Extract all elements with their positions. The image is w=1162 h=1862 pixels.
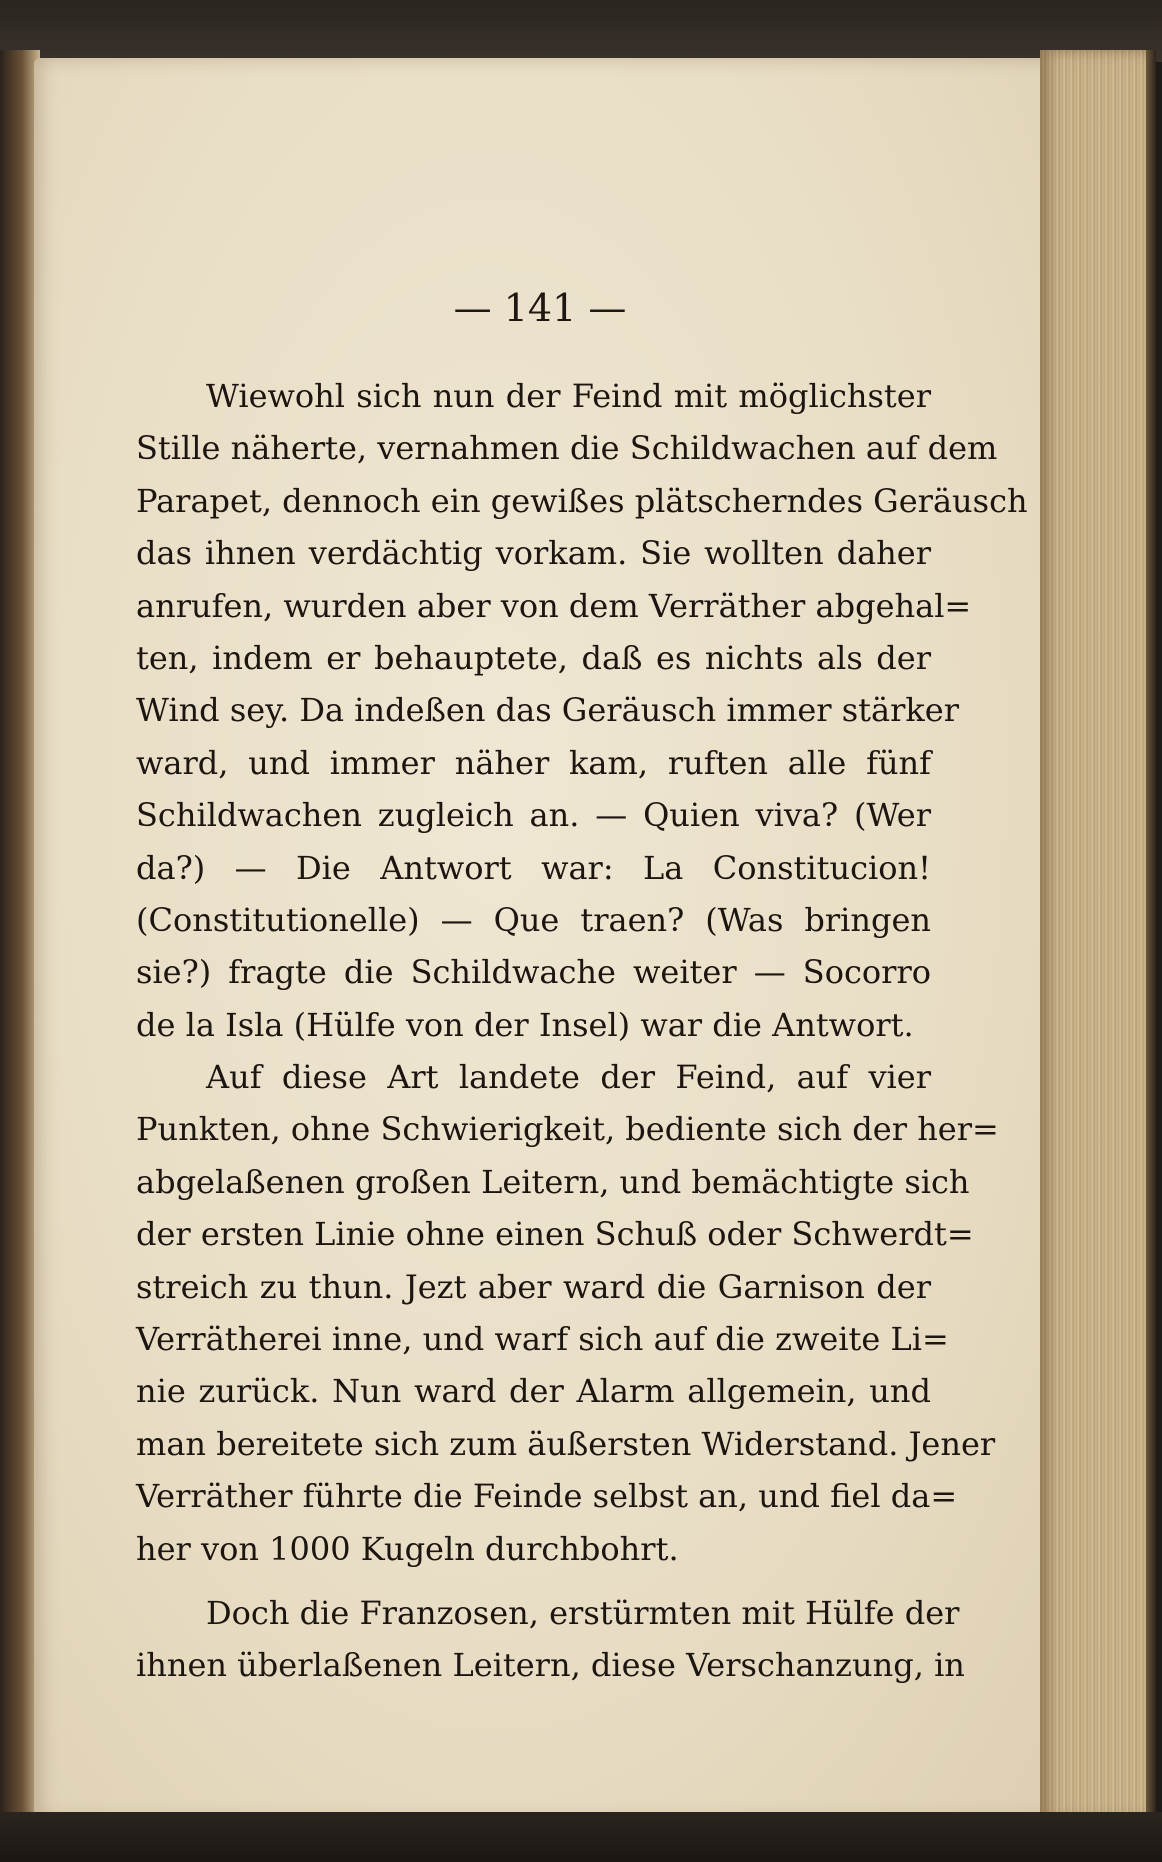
text-line: streich zu thun. Jezt aber ward die Garnison der [136, 1267, 931, 1306]
text-line: de la Isla (Hülfe von der Insel) war die Antwort. [136, 1005, 914, 1044]
text-line: abgelaßenen großen Leitern, und bemächtigte sich [136, 1162, 970, 1201]
text-line: man bereitete sich zum äußersten Widerstand. Jener [136, 1424, 996, 1463]
text-line: Verrätherei inne, und warf sich auf die zweite Li= [136, 1320, 949, 1359]
text-line: Verräther führte die Feinde selbst an, und fiel da= [136, 1477, 958, 1516]
text-line: anrufen, wurden aber von dem Verräther abgehal= [136, 586, 972, 625]
scan-top-border [0, 0, 1162, 62]
text-line: Doch die Franzosen, erstürmten mit Hülfe der [206, 1593, 960, 1632]
body-text [136, 370, 1028, 1692]
text-line: ihnen überlaßenen Leitern, diese Verschanzung, in [136, 1646, 965, 1685]
text-line: das ihnen verdächtig vorkam. Sie wollten daher [136, 534, 931, 573]
text-line: Auf diese Art landete der Feind, auf vier [206, 1058, 931, 1097]
text-line: der ersten Linie ohne einen Schuß oder Schwerdt= [136, 1215, 974, 1254]
paragraph-gap [136, 1575, 931, 1587]
page-block-edges [1040, 50, 1156, 1820]
text-line: ward, und immer näher kam, ruften alle fünf [136, 743, 931, 782]
book-page [34, 58, 1054, 1820]
text-line: da?) — Die Antwort war: La Constitucion! [136, 848, 931, 887]
text-line: Wind sey. Da indeßen das Geräusch immer stärker [136, 691, 959, 730]
text-line: nie zurück. Nun ward der Alarm allgemein, und [136, 1372, 931, 1411]
text-line: her von 1000 Kugeln durchbohrt. [136, 1529, 679, 1568]
page-number-header: — 141 — [453, 286, 627, 330]
text-line: Wiewohl sich nun der Feind mit möglichster [206, 377, 931, 415]
text-line: sie?) fragte die Schildwache weiter — Socorro [136, 953, 931, 992]
text-line: Stille näherte, vernahmen die Schildwachen auf dem [136, 429, 998, 468]
text-line: ten, indem er behauptete, daß es nichts als der [136, 638, 931, 677]
text-line: Schildwachen zugleich an. — Quien viva? (Wer [136, 796, 931, 835]
text-line: Punkten, ohne Schwierigkeit, bediente sich der her= [136, 1110, 999, 1149]
text-line: (Constitutionelle) — Que traen? (Was bringen [136, 900, 931, 939]
text-line: Parapet, dennoch ein gewißes plätscherndes Geräusch [136, 481, 1028, 520]
scan-bottom-border [0, 1812, 1162, 1862]
